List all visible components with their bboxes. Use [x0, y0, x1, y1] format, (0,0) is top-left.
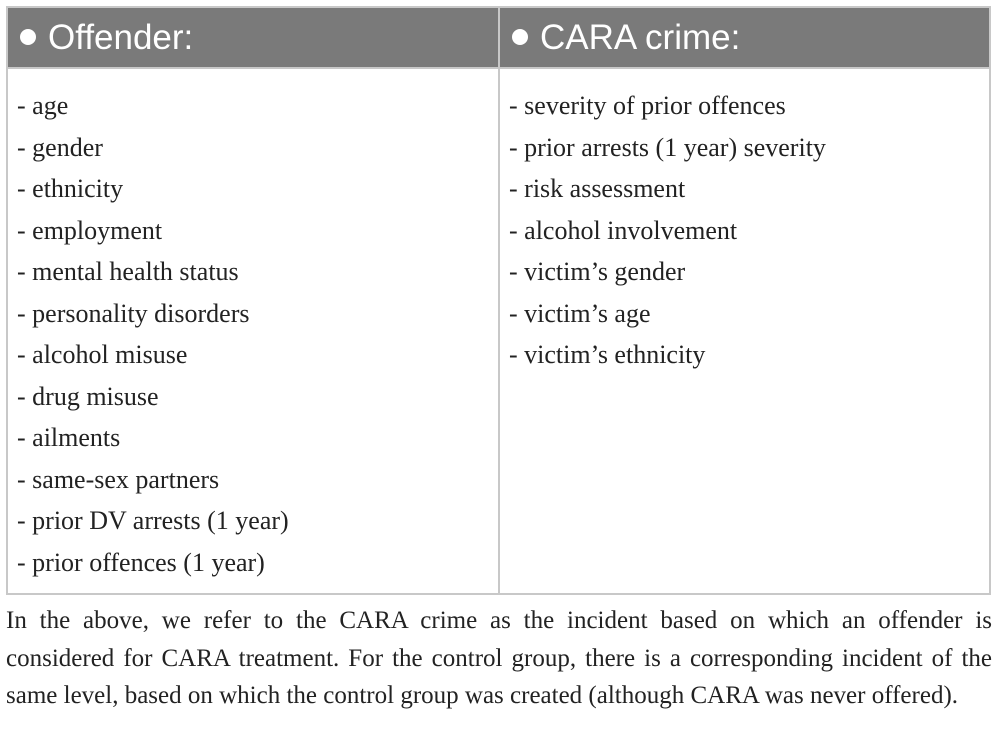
list-item: - drug misuse: [17, 381, 159, 411]
list-item: - severity of prior offences: [509, 91, 786, 120]
header-row: [8, 8, 989, 68]
body-row: [8, 68, 989, 593]
offender-list: [17, 89, 498, 587]
list-item: - age: [17, 91, 69, 120]
list-item: - same-sex partners: [17, 464, 220, 494]
list-item: - personality disorders: [17, 298, 250, 328]
list-item: - prior arrests (1 year) severity: [509, 132, 826, 162]
offender-cell: [8, 68, 499, 593]
list-item: - mental health status: [17, 257, 239, 286]
variables-grid: [8, 8, 989, 593]
list-item: - alcohol misuse: [17, 340, 188, 369]
list-item: - gender: [17, 132, 103, 162]
list-item: - ethnicity: [17, 174, 124, 203]
list-item: - risk assessment: [509, 174, 686, 203]
offender-header: [8, 8, 499, 68]
list-item: - victim’s ethnicity: [509, 340, 706, 369]
list-item: - victim’s age: [509, 298, 651, 328]
offender-header-label: Offender:: [48, 17, 194, 57]
cara-crime-header-label: CARA crime:: [540, 17, 741, 57]
list-item: - alcohol involvement: [509, 215, 738, 245]
cara-crime-list: [509, 89, 989, 380]
variables-table: [6, 6, 991, 595]
cara-crime-cell: [499, 68, 989, 593]
list-item: - victim’s gender: [509, 257, 686, 286]
list-item: - employment: [17, 215, 163, 245]
bullet-icon: [512, 29, 528, 45]
table-footnote: In the above, we refer to the CARA crime as the incident based on which an offender is considered for CARA treatment. For the control group, there is a corresponding incident of the same level, based on which the control group was created (although CARA was never offered).: [6, 607, 992, 709]
bullet-icon: [20, 29, 36, 45]
cara-crime-header: [499, 8, 989, 68]
list-item: - prior DV arrests (1 year): [17, 506, 289, 535]
list-item: - prior offences (1 year): [17, 547, 265, 577]
list-item: - ailments: [17, 423, 121, 452]
